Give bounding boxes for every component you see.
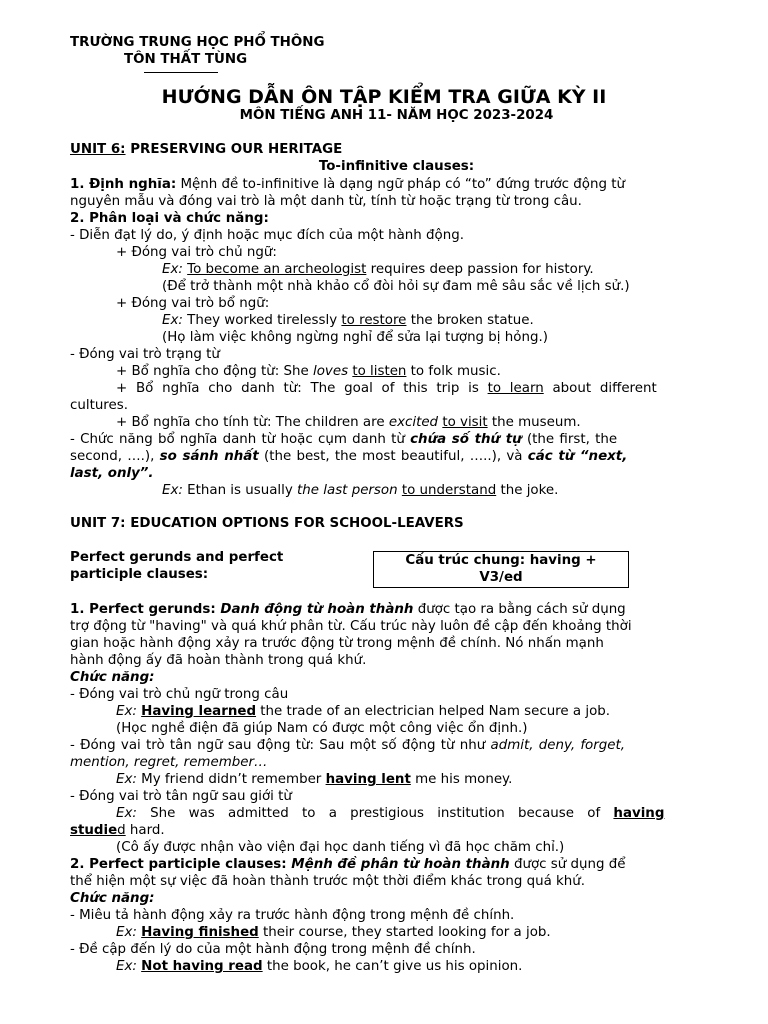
example-1 <box>70 261 768 278</box>
ex4-rest: the trade of an electrician helped Nam secure a job. <box>256 704 611 719</box>
example-1-translation: (Để trở thành một nhà khảo cổ đòi hỏi sự đam mê sâu sắc về lịch sử.) <box>162 279 630 294</box>
ex3-underlined: to understand <box>401 483 497 498</box>
noun-modifier <box>70 380 768 397</box>
description-1: - Miêu tả hành động xảy ra trước hành động trong mệnh đề chính. <box>70 908 515 923</box>
example-6 <box>70 805 768 822</box>
func-ordinal: chứa số thứ tự <box>410 432 522 447</box>
func-mid2: (the best, the most beautiful, …..), và <box>258 449 528 464</box>
ex-label: Ex: <box>116 704 137 719</box>
noun-modifier-cont: cultures. <box>70 398 128 413</box>
preposition-function: - Đóng vai trò tân ngữ sau giới từ <box>70 789 292 804</box>
ex8-rest: the book, he can’t give us his opinion. <box>262 959 523 974</box>
func-mid1: (the first, the <box>521 432 618 447</box>
object-role: + Đóng vai trò bổ ngữ: <box>116 296 270 311</box>
function-line3: last, only”. <box>70 466 154 481</box>
ex-label: Ex: <box>116 959 137 974</box>
ex3-italic: the last person <box>297 483 398 498</box>
participle-line1 <box>70 856 722 873</box>
adj-mod-pre: + Bổ nghĩa cho tính từ: The children are <box>116 415 389 430</box>
adjective-modifier <box>70 414 768 431</box>
example-5 <box>70 771 768 788</box>
example-7 <box>70 924 768 941</box>
ex6-underlined3: d <box>117 823 126 838</box>
ex2-pre: They worked tirelessly <box>182 313 342 328</box>
gerund-line2: trợ động từ "having" và quá khứ phân từ. Cấu trúc này luôn đề cập đến khoảng thời <box>70 619 632 634</box>
structure-box <box>373 551 629 588</box>
example-6-cont <box>70 822 722 839</box>
ex5-rest: me his money. <box>410 772 513 787</box>
function-label: Chức năng: <box>70 670 155 685</box>
participle-heading: 2. Perfect participle clauses: <box>70 857 292 872</box>
structure-box-line2: V3/ed <box>479 570 523 585</box>
page-title: HƯỚNG DẪN ÔN TẬP KIỂM TRA GIỮA KỲ II <box>161 86 607 108</box>
school-name-line1: TRƯỜNG TRUNG HỌC PHỔ THÔNG <box>70 35 325 50</box>
unit6-topic: To-infinitive clauses: <box>318 159 475 174</box>
verb-mod-rest: to folk music. <box>406 364 501 379</box>
ex3-rest: the joke. <box>496 483 559 498</box>
function-line1 <box>70 431 722 448</box>
ex1-underlined: To become an archeologist <box>187 262 367 277</box>
ex-label: Ex: <box>116 925 137 940</box>
purpose-line: - Diễn đạt lý do, ý định hoặc mục đích của một hành động. <box>70 228 464 243</box>
adverb-role: - Đóng vai trò trạng từ <box>70 347 220 362</box>
gerund-line1 <box>70 601 722 618</box>
definition-text1: Mệnh đề to-infinitive là dạng ngữ pháp có “to” đứng trước động từ <box>176 177 625 192</box>
ex7-rest: their course, they started looking for a job. <box>258 925 551 940</box>
verb-mod-italic: loves <box>313 364 349 379</box>
participle-heading-vi: Mệnh đề phân từ hoàn thành <box>291 857 510 872</box>
ex-label: Ex: <box>116 772 137 787</box>
example-4-translation: (Học nghề điện đã giúp Nam có được một công việc ổn định.) <box>116 721 528 736</box>
adj-mod-underlined: to visit <box>442 415 488 430</box>
description-2: - Đề cập đến lý do của một hành động trong mệnh đề chính. <box>70 942 476 957</box>
example-4 <box>70 703 768 720</box>
noun-mod-pre: + Bổ nghĩa cho danh từ: The goal of this trip is <box>116 381 488 396</box>
classification-heading: 2. Phân loại và chức năng: <box>70 211 269 226</box>
obj-pre: - Đóng vai trò tân ngữ sau động từ: Sau một số động từ như <box>70 738 491 753</box>
school-name-line2: TÔN THẤT TÙNG <box>124 52 248 67</box>
page-subtitle: MÔN TIẾNG ANH 11- NĂM HỌC 2023-2024 <box>239 108 554 123</box>
gerund-line4: hành động ấy đã hoàn thành trong quá khứ. <box>70 653 367 668</box>
definition-line2: nguyên mẫu và đóng vai trò là một danh từ, tính từ hoặc trạng từ trong câu. <box>70 194 582 209</box>
ex2-rest: the broken statue. <box>406 313 534 328</box>
object-function-cont: mention, regret, remember… <box>70 755 268 770</box>
structure-box-line1: Cấu trúc chung: having + <box>405 553 597 568</box>
unit7-heading: UNIT 7: EDUCATION OPTIONS FOR SCHOOL-LEAVERS <box>70 516 464 531</box>
ex2-underlined: to restore <box>341 313 407 328</box>
subject-role: + Đóng vai trò chủ ngữ: <box>116 245 277 260</box>
unit7-topic-line2: participle clauses: <box>70 567 209 582</box>
verb-mod-underlined: to listen <box>352 364 407 379</box>
ex6-pre: She was admitted to a prestigious institution because of <box>136 806 614 821</box>
subject-function: - Đóng vai trò chủ ngữ trong câu <box>70 687 289 702</box>
gerund-heading: 1. Perfect gerunds: <box>70 602 221 617</box>
participle-text1: được sử dụng để <box>509 857 626 872</box>
ex-label: Ex: <box>162 313 183 328</box>
unit7-topic-line1: Perfect gerunds and perfect <box>70 550 284 565</box>
example-3 <box>70 482 768 499</box>
example-2 <box>70 312 768 329</box>
noun-mod-rest: about different <box>543 381 657 396</box>
ex7-bold-underlined: Having finished <box>141 925 259 940</box>
unit6-label: UNIT 6: <box>70 142 126 157</box>
unit6-name: PRESERVING OUR HERITAGE <box>125 142 343 157</box>
ex6-bold-underlined: having <box>613 806 665 821</box>
ex6-bold-underlined2: studie <box>70 823 118 838</box>
func-pre: - Chức năng bổ nghĩa danh từ hoặc cụm danh từ <box>70 432 411 447</box>
gerund-heading-vi: Danh động từ hoàn thành <box>220 602 414 617</box>
verb-modifier <box>70 363 768 380</box>
function-label2: Chức năng: <box>70 891 155 906</box>
ex8-bold-underlined: Not having read <box>141 959 263 974</box>
noun-mod-underlined: to learn <box>487 381 544 396</box>
ex1-rest: requires deep passion for history. <box>366 262 594 277</box>
example-8 <box>70 958 768 975</box>
definition-line1 <box>70 176 722 193</box>
func-l2a: second, ….), <box>70 449 160 464</box>
ex4-bold-underlined: Having learned <box>141 704 257 719</box>
func-words: các từ “next, <box>527 449 628 464</box>
adj-mod-italic: excited <box>388 415 439 430</box>
ex-label: Ex: <box>116 806 137 821</box>
header-divider <box>144 72 218 73</box>
ex-label: Ex: <box>162 262 183 277</box>
ex5-pre: My friend didn’t remember <box>136 772 326 787</box>
verb-mod-pre: + Bổ nghĩa cho động từ: She <box>116 364 313 379</box>
ex3-pre: Ethan is usually <box>182 483 298 498</box>
adj-mod-rest: the museum. <box>487 415 581 430</box>
function-line2 <box>70 448 722 465</box>
gerund-text1: được tạo ra bằng cách sử dụng <box>413 602 626 617</box>
gerund-line3: gian hoặc hành động xảy ra trước động từ trong mệnh đề chính. Nó nhấn mạnh <box>70 636 604 651</box>
participle-line2: thể hiện một sự việc đã hoàn thành trước một thời điểm khác trong quá khứ. <box>70 874 586 889</box>
ex6-rest: hard. <box>125 823 165 838</box>
ex5-bold-underlined: having lent <box>325 772 411 787</box>
func-superlative: so sánh nhất <box>159 449 259 464</box>
definition-heading: 1. Định nghĩa: <box>70 177 177 192</box>
unit6-heading <box>70 141 722 158</box>
example-2-translation: (Họ làm việc không ngừng nghỉ để sửa lại tượng bị hỏng.) <box>162 330 548 345</box>
obj-verbs1: admit, deny, forget, <box>490 738 625 753</box>
example-6-translation: (Cô ấy được nhận vào viện đại học danh tiếng vì đã học chăm chỉ.) <box>116 840 565 855</box>
object-function <box>70 737 722 754</box>
ex-label: Ex: <box>162 483 183 498</box>
